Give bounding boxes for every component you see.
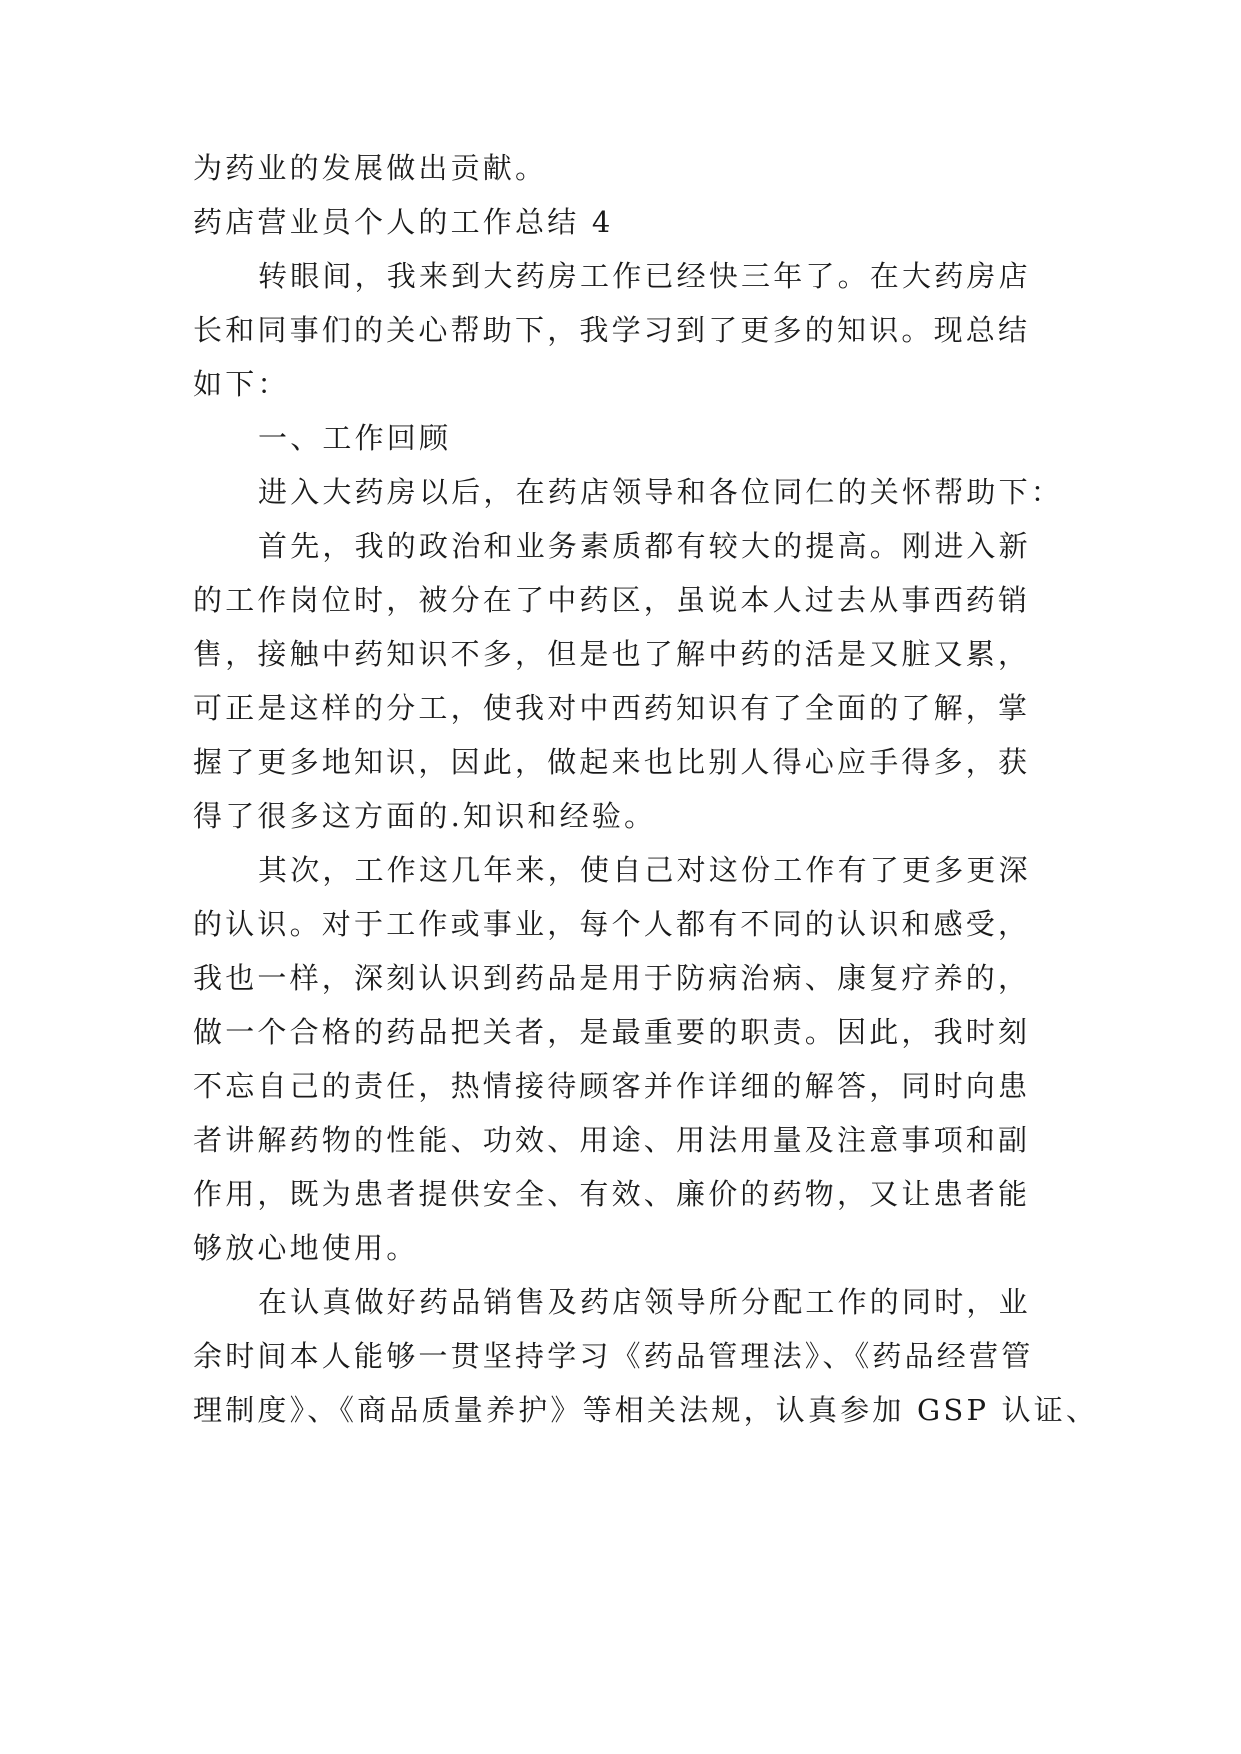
text-line: 的认识。对于工作或事业，每个人都有不同的认识和感受， [193, 907, 1031, 941]
text-line: 理制度》、《商品质量养护》等相关法规，认真参加 GSP 认证、 [193, 1393, 1099, 1427]
text-line: 转眼间，我来到大药房工作已经快三年了。在大药房店 [258, 259, 1031, 293]
text-line: 做一个合格的药品把关者，是最重要的职责。因此，我时刻 [193, 1015, 1031, 1049]
text-line: 者讲解药物的性能、功效、用途、用法用量及注意事项和副 [193, 1123, 1031, 1157]
text-line: 可正是这样的分工，使我对中西药知识有了全面的了解，掌 [193, 691, 1031, 725]
subsection-heading: 一、工作回顾 [258, 421, 452, 455]
text-line: 售，接触中药知识不多，但是也了解中药的活是又脏又累， [193, 637, 1031, 671]
text-line: 不忘自己的责任，热情接待顾客并作详细的解答，同时向患 [193, 1069, 1031, 1103]
text-line: 为药业的发展做出贡献。 [193, 151, 548, 185]
text-line: 余时间本人能够一贯坚持学习《药品管理法》、《药品经营管 [193, 1339, 1034, 1373]
text-line: 够放心地使用。 [193, 1231, 419, 1265]
text-line: 在认真做好药品销售及药店领导所分配工作的同时，业 [258, 1285, 1031, 1319]
text-line: 如下： [193, 367, 290, 401]
text-line: 握了更多地知识，因此，做起来也比别人得心应手得多，获 [193, 745, 1031, 779]
text-line: 首先，我的政治和业务素质都有较大的提高。刚进入新 [258, 529, 1031, 563]
section-heading: 药店营业员个人的工作总结 4 [193, 205, 614, 239]
text-line: 长和同事们的关心帮助下，我学习到了更多的知识。现总结 [193, 313, 1031, 347]
text-line: 得了很多这方面的.知识和经验。 [193, 799, 657, 833]
text-line: 的工作岗位时，被分在了中药区，虽说本人过去从事西药销 [193, 583, 1031, 617]
text-line: 我也一样，深刻认识到药品是用于防病治病、康复疗养的， [193, 961, 1031, 995]
text-line: 其次，工作这几年来，使自己对这份工作有了更多更深 [258, 853, 1031, 887]
text-line: 作用，既为患者提供安全、有效、廉价的药物，又让患者能 [193, 1177, 1031, 1211]
text-line: 进入大药房以后，在药店领导和各位同仁的关怀帮助下： [258, 475, 1064, 509]
